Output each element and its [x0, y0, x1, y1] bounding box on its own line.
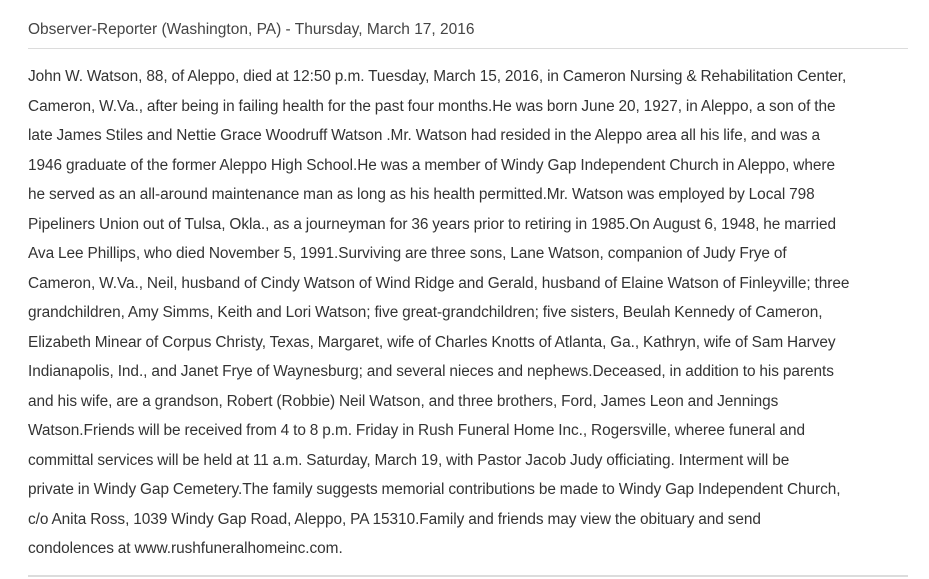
obituary-line: committal services will be held at 11 a.m. Saturday, March 19, with Pastor Jacob Judy officiating. Interment will be	[28, 451, 790, 469]
obituary-line: Ava Lee Phillips, who died November 5, 1991.Surviving are three sons, Lane Watson, companion of Judy Frye of	[28, 245, 787, 262]
obituary-line: Watson.Friends will be received from 4 to 8 p.m. Friday in Rush Funeral Home Inc., Rogersville, wheree funeral and	[28, 422, 806, 439]
obituary-line: and his wife, are a grandson, Robert (Robbie) Neil Watson, and three brothers, Ford, James Leon and Jennings	[28, 392, 779, 410]
obituary-line: Cameron, W.Va., after being in failing health for the past four months.He was born June 20, 1927, in Aleppo, a son of the	[28, 97, 836, 115]
obituary-line: 1946 graduate of the former Aleppo High School.He was a member of Windy Gap Independent Church in Aleppo, where	[28, 156, 835, 174]
obituary-body	[28, 49, 908, 564]
obituary-line: Elizabeth Minear of Corpus Christy, Texas, Margaret, wife of Charles Knotts of Atlanta, Ga., Kathryn, wife of Sam Harvey	[28, 333, 836, 351]
obituary-line: Cameron, W.Va., Neil, husband of Cindy Watson of Wind Ridge and Gerald, husband of Elaine Watson of Finleyville; three	[28, 274, 850, 292]
obituary-line: Indianapolis, Ind., and Janet Frye of Waynesburg; and several nieces and nephews.Deceased, in addition to his parents	[28, 363, 834, 380]
obituary-line: he served as an all-around maintenance man as long as his health permitted.Mr. Watson was employed by Local 798	[28, 186, 815, 203]
obituary-line: late James Stiles and Nettie Grace Woodruff Watson .Mr. Watson had resided in the Aleppo area all his life, and was a	[28, 127, 821, 144]
obituary-line: John W. Watson, 88, of Aleppo, died at 12:50 p.m. Tuesday, March 15, 2016, in Cameron Nursing & Rehabilitation Center,	[28, 68, 847, 85]
obituary-article	[28, 0, 908, 564]
obituary-line: Pipeliners Union out of Tulsa, Okla., as a journeyman for 36 years prior to retiring in 1985.On August 6, 1948, he married	[28, 215, 837, 233]
source-dateline: Observer-Reporter (Washington, PA) - Thursday, March 17, 2016	[28, 21, 475, 38]
bottom-divider	[28, 575, 908, 577]
obituary-line: grandchildren, Amy Simms, Keith and Lori Watson; five great-grandchildren; five sisters, Beulah Kennedy of Cameron,	[28, 304, 823, 321]
obituary-line: condolences at www.rushfuneralhomeinc.com.	[28, 540, 343, 557]
obituary-line: c/o Anita Ross, 1039 Windy Gap Road, Aleppo, PA 15310.Family and friends may view the obituary and send	[28, 510, 761, 528]
obituary-line: private in Windy Gap Cemetery.The family suggests memorial contributions be made to Windy Gap Independent Church,	[28, 481, 841, 498]
